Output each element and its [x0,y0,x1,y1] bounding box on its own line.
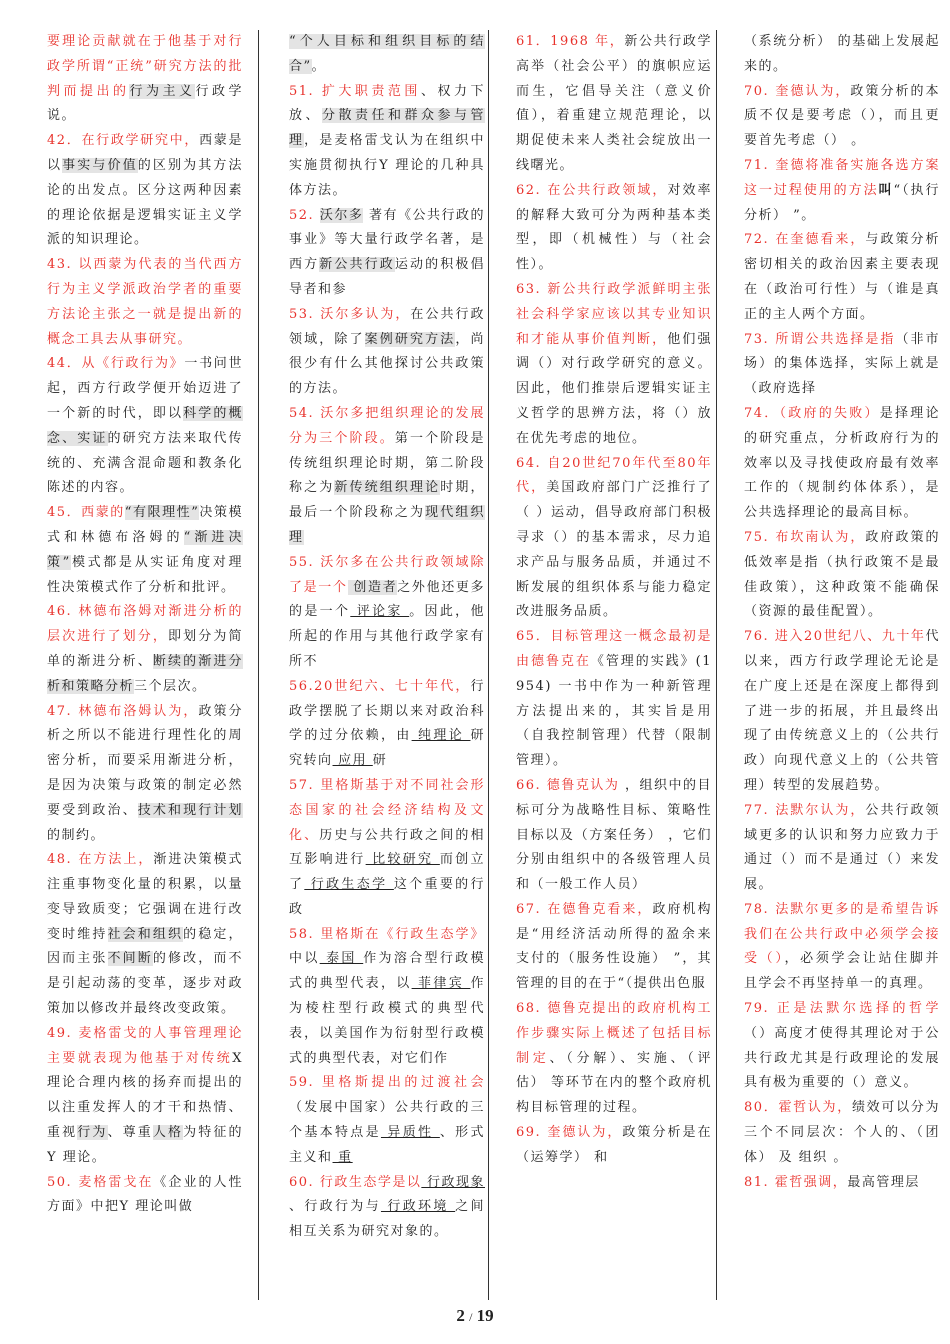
question-item [47,1022,243,1171]
question-item [289,923,485,1072]
question-text: 第一个阶段是传统组织理论时期，第二阶段称之为 [289,430,485,496]
question-stem: 46. 林德布洛姆对渐进分析的层次进行了划分， [47,604,243,645]
question-item [289,1171,485,1245]
question-item [516,278,712,452]
question-stem: 79. 正是法默尔选择的哲学 [744,1001,940,1017]
question-item [744,997,940,1096]
question-stem: 54. 沃尔多把组织理论的发展分为三个阶段。 [289,405,485,446]
question-stem: 80．霍哲认为， [744,1100,852,1116]
question-stem: 45．西蒙的 [47,505,125,521]
question-stem: 81. 霍哲强调， [744,1174,848,1190]
highlighted-answer: 技术和现行计划 [137,802,243,818]
question-item [289,303,485,402]
question-text: 政策分析的本质不仅是要考虑（），而且更要首先考虑（） 。 [744,83,940,149]
question-stem: 62. 在公共行政领域， [516,182,668,198]
question-text: 模式都是从实证角度对理性决策模式作了分析和批评。 [47,554,243,595]
question-stem: 42．在行政学研究中， [47,133,200,149]
question-item [744,402,940,526]
highlighted-answer: 事实与价值 [62,157,138,173]
question-text: 最高管理层 [847,1174,920,1190]
question-item [47,501,243,600]
question-text: 的制约。 [47,827,106,843]
question-item [744,1171,940,1196]
question-text: 研究转向 [289,728,485,769]
total-pages: 19 [476,1306,494,1325]
underlined-answer: 行政生态学 [304,877,394,893]
question-stem: 78. 法默尔更多的是希望告诉我们在公共行政中必须学会接受（） [744,901,940,967]
question-text: 《企业的人性方面》中把Y 理论叫做 [47,1174,243,1215]
question-item [289,402,485,551]
question-text: （）高度才使得其理论对于公共行政尤其是行政理论的发展具有极为重要的（）意义。 [744,1025,940,1091]
question-stem: 72. 在奎德看来， [744,232,866,248]
question-item [516,179,712,278]
underlined-answer: 泰国 [319,951,364,967]
highlighted-answer: 创造者 [347,579,398,595]
underlined-answer: 菲律宾 [411,976,471,992]
question-item [516,625,712,774]
question-item [744,898,940,997]
text-column-2 [289,30,485,1300]
question-item [744,1096,940,1170]
question-stem: 52. [289,207,320,223]
question-text: 的稳定，因而主张 [47,926,243,967]
question-item [47,1171,243,1221]
highlighted-answer: 行为主义 [129,83,196,99]
question-item [744,228,940,327]
question-text: 著有《公共行政的事业》等大量行政学名著，是西方 [289,207,485,273]
question-text: ，尚很少有什么其他探讨公共政策的方法。 [289,331,485,397]
highlighted-answer: “渐进决策” [47,529,243,570]
question-item [289,204,485,303]
highlighted-answer: “有限理性” [124,505,200,521]
question-stem: 60. 行政生态学是以 [289,1174,422,1190]
underlined-answer: 比较研究 [365,852,440,868]
question-item [289,774,485,923]
question-text: 的研究方法来取代传统的、充满含混命题和教条化陈述的内容。 [47,430,243,496]
question-stem: 67. 在德鲁克看来， [516,901,653,917]
highlighted-answer: 人格 [152,1125,184,1141]
highlighted-answer: 新传统组织理论 [334,480,441,496]
question-stem: 71. 奎德将准备实施各选方案这一过程使用的方法 [744,157,940,198]
underlined-answer: 重 [332,1149,353,1165]
question-stem: 76. 进入20世纪八、九十年 [744,629,926,645]
question-stem: 73. 所谓公共选择是指 [744,331,896,347]
question-text: 政府机构是“用经济活动所得的盈余来支付的（服务性设施） ”，其管理的目的在于“（提供出色服 [516,901,712,992]
question-text: 与政策分析密切相关的政治因素主要表现在（政治可行性）与（谁是真正的主人两个方面。 [744,232,940,322]
question-text: 三个层次。 [134,678,207,694]
underlined-answer: 评论家 [350,604,410,620]
highlighted-answer: 不间断 [107,951,153,967]
highlighted-answer: 分散责任和群众参与管理 [289,108,485,149]
question-text: 是择理论的研究重点，分析政府行为的效率以及寻找使政府最有效率工作的（规制约体体系），是公共选择理论的最高目标。 [744,405,940,521]
question-stem: 65．目标管理这一概念最初是由德鲁克在 [516,629,712,669]
question-stem: 44．从《行政行为》 [47,356,185,372]
question-item [516,774,712,898]
question-item [744,80,940,154]
question-item [47,700,243,849]
question-text: 之外他还更多的是一个 [289,579,485,620]
question-item [744,526,940,625]
question-stem: 47. 林德布洛姆认为， [47,703,199,719]
question-text: 政策分析之所以不能进行理性化的周密分析，而要采用渐进分析，是因为决策与政策的制定必然要受到政治、 [47,703,243,818]
question-text: 他们强调（）对行政学研究的意义。因此，他们推崇后逻辑实证主义哲学的思辨方法，将（）放在优先考虑的地位。 [516,331,712,446]
question-item [47,352,243,501]
text-column-3 [516,30,712,1300]
question-stem: 64. 自20世纪70年代至80年代， [516,455,712,496]
question-text: 、尊重 [107,1125,153,1141]
column-divider [488,30,489,1300]
question-text: 在公共行政领域，除了 [289,306,485,347]
question-text: 决策模式和林德布洛姆的 [47,505,243,545]
question-text: （非市场）的集体选择，实际上就是（政府选择 [744,331,940,397]
question-text: 、权力下放、 [289,83,485,124]
question-text: 之间相互关系为研究对象的。 [289,1199,485,1240]
question-text: 政策分析是在（运筹学） 和 [516,1125,712,1165]
question-text: 行政学摆脱了长期以来对政治科学的过分依赖，由 [289,678,485,744]
column-divider [258,30,259,1300]
question-text: ，组织中的目标可分为战略性目标、策略性目标以及（方案任务） ，它们分别由组织中的各级管理人员和（一般工作人员） [516,777,712,893]
question-text: 的区别为其方法论的出发点。区分这两种因素的理论依据是逻辑实证主义学派的知识理论。 [47,157,243,248]
question-text: （系统分析） 的基础上发展起来的。 [744,34,940,74]
underlined-answer: 应用 [332,753,373,769]
question-text: ，是麦格雷戈认为在组织中实施贯彻执行Y 理论的几种具体方法。 [289,133,485,198]
highlighted-answer: 科学的概念、实证 [47,405,243,446]
question-text: 公共行政领域更多的认识和努力应致力于通过（）而不是通过（）来发展。 [744,802,940,893]
highlighted-answer: 行为 [77,1125,108,1141]
question-item [47,600,243,699]
question-item [744,328,940,402]
question-text: 作为棱柱型行政模式的典型代表，以美国作为衍射型行政模式的典型代表，对它们作 [289,976,485,1066]
question-item [744,30,940,80]
question-item [289,80,485,204]
question-item [744,799,940,898]
question-item [516,1121,712,1171]
question-stem: 50. 麦格雷戈在 [47,1174,154,1190]
question-item [744,625,940,799]
question-item [516,997,712,1121]
question-stem: 74．（政府的失败） [744,405,880,421]
highlighted-answer: 社会和组织 [107,926,184,942]
question-text: 即划分为简单的渐进分析、 [47,629,243,669]
question-stem: 63. 新公共行政学派鲜明主张社会科学家应该以其专业知识和才能从事价值判断， [516,281,712,347]
underlined-answer: 纯理论 [411,728,471,744]
question-stem: 51. 扩大职责范围 [289,83,421,99]
question-stem: 55. 沃尔多在公共行政领域除了是一个 [289,554,485,595]
question-stem: 75. 布坎南认为， [744,529,866,545]
page-number [0,1306,950,1326]
question-stem: 49. 麦格雷戈的人事管理理论主要就表现为他基于对传统 [47,1025,243,1066]
question-item [47,30,243,129]
question-stem: 53. 沃尔多认为， [289,306,411,322]
question-stem: 58. 里格斯在《行政生态学》 [289,926,485,942]
question-item [516,452,712,626]
page-separator: / [469,1310,473,1324]
highlighted-answer: 现代组织理 [289,505,485,545]
question-text: 对效率的解释大致可分为两种基本类型，即（机械性）与（社会性）。 [516,182,712,273]
question-stem: 57. 里格斯基于对不同社会形态国家的社会经济结构及文化、 [289,777,485,843]
text-column-1 [47,30,243,1300]
question-item [47,848,243,1022]
question-text: 绩效可以分为三个不同层次：个人的、（团体） 及 组织 。 [744,1100,940,1165]
question-stem: 70. 奎德认为， [744,83,851,99]
question-item [47,129,243,253]
underlined-answer: 异质性 [380,1125,440,1141]
underlined-answer: 行政环境 [380,1199,456,1215]
question-item [289,30,485,80]
question-text: 政府政策的低效率是指（执行政策不是最佳政策），这种政策不能确保（资源的最佳配置）。 [744,529,940,620]
question-text: 、形式主义和 [289,1125,485,1165]
current-page: 2 [456,1306,465,1325]
question-text: 历史与公共行政之间的相互影响进行 [289,827,485,868]
question-stem: 48. 在方法上， [47,852,154,868]
question-text: 叫 [878,182,894,198]
question-text: X 理论合理内核的扬弃而提出的以注重发挥人的才干和热情、重视 [47,1050,243,1141]
question-text: 这个重要的行政 [289,877,485,917]
question-text: 一书问世起，西方行政学便开始迈进了一个新的时代，即以 [47,356,243,421]
question-text: 行政学说。 [47,83,243,124]
highlighted-answer: 新公共行政 [319,257,395,273]
question-text: 代以来，西方行政学理论无论是在广度上还是在深度上都得到了进一步的拓展，并且最终出现了由传统意义上的（公共行政）向现代意义上的（公共管理）转型的发展趋势。 [744,629,940,793]
question-text: 西蒙是以 [47,133,243,173]
question-text: 渐进决策模式注重事物变化量的积累，以量变导致质变；它强调在进行改变时维持 [47,852,243,942]
question-text: 、行政行为与 [289,1199,381,1215]
question-stem: 69. 奎德认为， [516,1125,623,1141]
question-item [47,253,243,352]
question-text: ，必须学会让站住脚并且学会不再坚持单一的真理。 [744,951,940,992]
question-text: 研 [372,753,388,769]
question-stem: 61．1968 年， [516,34,625,49]
underlined-answer: 行政现象 [421,1174,485,1190]
question-text: 新公共行政学高举（社会公平）的旗帜应运而生，它倡导关注（意义价值），着重建立规范理论，以期促使未来人类社会绽放出一线曙光。 [516,34,712,173]
question-stem: 66. 德鲁克认为 [516,777,620,793]
question-text: 。 [311,58,327,74]
question-item [744,154,940,228]
highlighted-answer: “个人目标和组织目标的结合” [289,34,485,74]
highlighted-answer: 沃尔多 [319,207,364,223]
question-text: 为特征的Y 理论。 [47,1125,243,1165]
question-text: 而创立了 [289,852,485,893]
question-text: 的修改，而不是引起动荡的变革，逐步对政策加以修改并最终改变政策。 [47,951,243,1017]
question-text: 。因此，他所起的作用与其他行政学家有所不 [289,604,485,669]
text-column-4 [744,30,940,1300]
highlighted-answer: 案例研究方法 [364,331,456,347]
question-text: 美国政府部门广泛推行了（ ）运动，倡导政府部门积极寻求（）的基本需求，尽力追求产品与服务品质，并通过不断发展的组织体系与能力稳定改进服务品质。 [516,480,712,620]
question-stem: 68. 德鲁克提出的政府机构工作步骤实际上概述了包括目标制定 [516,1001,712,1066]
question-item [516,898,712,997]
question-stem: 59. 里格斯提出的过渡社会 [289,1075,485,1091]
highlighted-answer: 断续的渐进分析和策略分析 [47,653,243,694]
question-text: 运动的积极倡导者和参 [289,257,485,297]
question-text: 时期，最后一个阶段称之为 [289,480,485,521]
question-stem: 77. 法默尔认为， [744,802,866,818]
question-item [289,675,485,774]
question-text: （发展中国家）公共行政的三个基本特点是 [289,1100,485,1141]
question-text: 、（分解）、实施、（评估） 等环节在内的整个政府机构目标管理的过程。 [516,1050,712,1116]
question-item [516,30,712,179]
question-text: 《管理的实践》(1954) 一书中作为一种新管理方法提出来的，其实旨是用（自我控制管理）代替（限制管理）。 [516,653,712,769]
question-stem: 43. 以西蒙为代表的当代西方行为主义学派政治学者的重要方法论主张之一就是提出新的概念工具去从事研究。 [47,257,243,347]
question-text: 中以 [289,951,320,967]
column-divider [716,30,717,1300]
question-stem: 要理论贡献就在于他基于对行政学所谓“正统”研究方法的批判而提出的 [47,34,243,99]
question-text: 作为溶合型行政模式的典型代表，以 [289,951,485,992]
question-text: “（执行分析） ”。 [744,182,940,223]
question-item [289,551,485,675]
question-stem: 56.20世纪六、七十年代， [289,678,471,694]
question-item [289,1071,485,1170]
